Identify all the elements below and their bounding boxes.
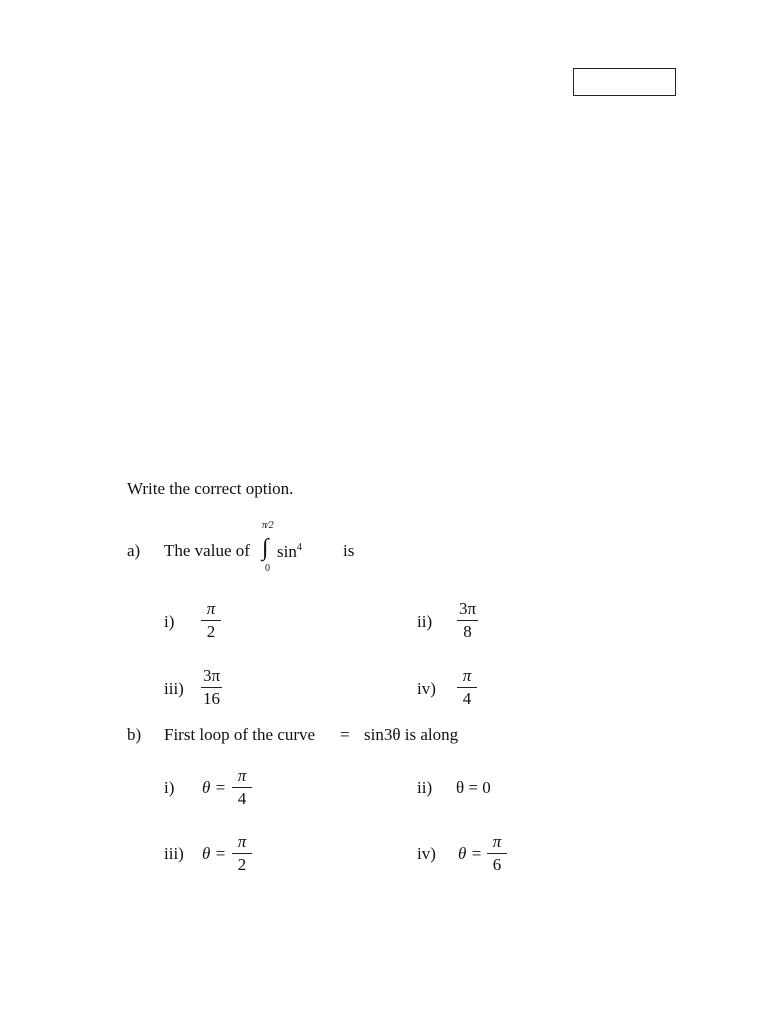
question-a-suffix: is (343, 541, 355, 560)
option-a-ii-numerator: 3π (457, 600, 478, 621)
integral-upper-limit: π⁄2 (262, 520, 274, 531)
option-b-iv-fraction (487, 833, 507, 874)
integrand (277, 538, 302, 562)
option-b-iv-lhs: θ = (458, 844, 483, 863)
option-a-iv-fraction (457, 667, 477, 708)
option-a-i-label: i) (164, 612, 175, 631)
option-b-iii-numerator: π (232, 833, 252, 854)
option-a-ii-denominator: 8 (463, 622, 472, 641)
option-b-iii-lhs: θ = (202, 844, 227, 863)
option-b-ii-text: θ = 0 (456, 778, 491, 797)
option-b-iv-label: iv) (417, 844, 436, 863)
option-b-i-numerator: π (232, 767, 252, 788)
option-b-iii-denominator: 2 (237, 855, 247, 874)
option-a-iii-label: iii) (164, 679, 184, 698)
option-a-iii-denominator: 16 (203, 689, 221, 708)
option-b-ii-label: ii) (417, 778, 433, 797)
integrand-function: sin (277, 542, 297, 561)
option-a-iii-fraction (201, 667, 222, 708)
option-a-i-fraction (201, 600, 221, 641)
option-b-iii-label: iii) (164, 844, 184, 863)
question-b-equals: = (340, 725, 350, 744)
question-a-label: a) (127, 541, 141, 560)
question-b-label: b) (127, 725, 142, 744)
option-b-i-lhs: θ = (202, 778, 227, 797)
answer-box (573, 68, 676, 96)
option-a-iv-denominator: 4 (462, 689, 472, 708)
option-a-iv-numerator: π (457, 667, 477, 688)
option-a-iii-numerator: 3π (201, 667, 222, 688)
option-a-ii-fraction (457, 600, 478, 641)
option-b-i-label: i) (164, 778, 175, 797)
integral-sign: ∫ (262, 535, 269, 561)
question-b-suffix: sin3θ is along (364, 725, 459, 744)
integral-lower-limit: 0 (265, 563, 270, 574)
option-b-i-fraction (232, 767, 252, 808)
option-a-i-numerator: π (201, 600, 221, 621)
option-a-iv-label: iv) (417, 679, 436, 698)
option-b-iv-denominator: 6 (492, 855, 502, 874)
question-b-prefix: First loop of the curve (164, 725, 316, 744)
integrand-power: 4 (296, 542, 302, 553)
option-b-i-denominator: 4 (237, 789, 247, 808)
option-b-iv-numerator: π (487, 833, 507, 854)
instruction-text: Write the correct option. (127, 479, 294, 498)
question-a-prefix: The value of (164, 541, 250, 560)
option-a-ii-label: ii) (417, 612, 433, 631)
option-a-i-denominator: 2 (206, 622, 216, 641)
option-b-iii-fraction (232, 833, 252, 874)
